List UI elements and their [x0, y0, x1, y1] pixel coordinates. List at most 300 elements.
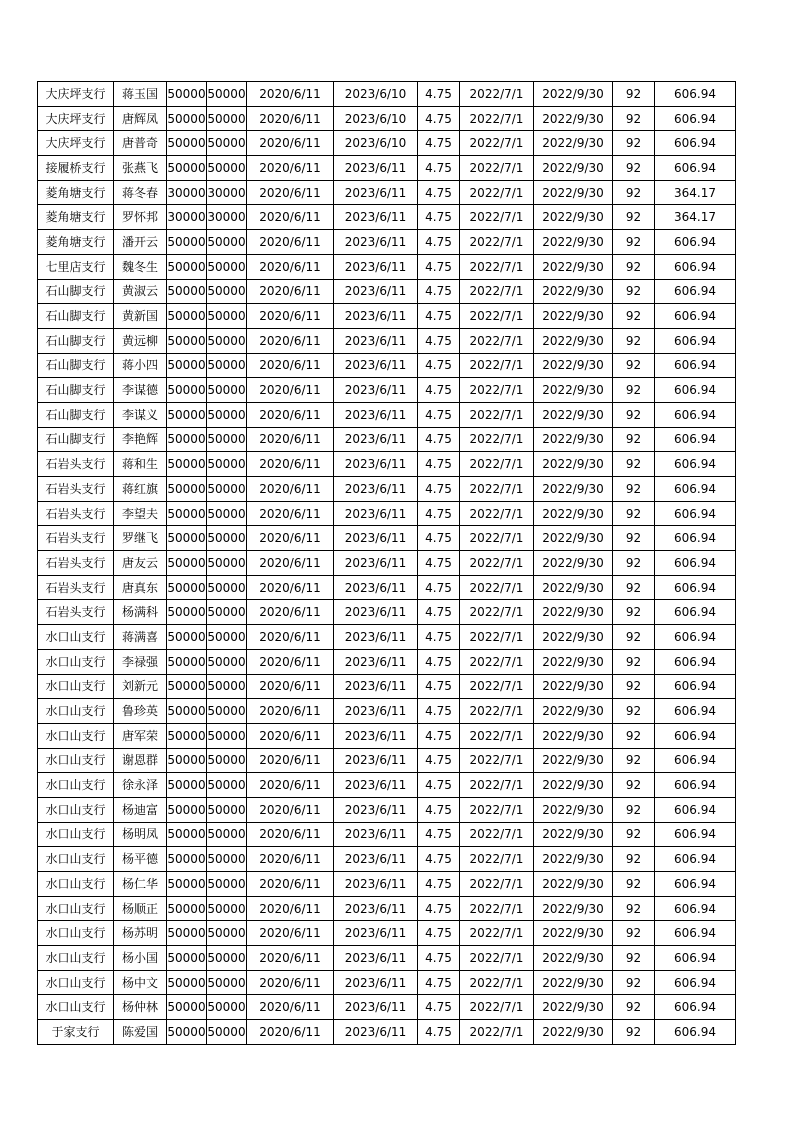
loan-amount-cell: 50000 — [167, 872, 207, 897]
loan-amount-cell: 50000 — [167, 304, 207, 329]
loan-amount-cell: 50000 — [167, 699, 207, 724]
start-date-cell: 2020/6/11 — [247, 328, 334, 353]
end-date-cell: 2023/6/11 — [334, 402, 418, 427]
start-date-cell: 2020/6/11 — [247, 402, 334, 427]
name-cell: 杨苏明 — [114, 921, 167, 946]
period-start-cell: 2022/7/1 — [460, 921, 534, 946]
name-cell: 杨迪富 — [114, 797, 167, 822]
end-date-cell: 2023/6/11 — [334, 748, 418, 773]
interest-cell: 606.94 — [655, 82, 736, 107]
period-start-cell: 2022/7/1 — [460, 946, 534, 971]
table-row — [38, 773, 736, 798]
loan-amount-cell: 50000 — [167, 156, 207, 181]
end-date-cell: 2023/6/11 — [334, 896, 418, 921]
balance-cell: 50000 — [207, 896, 247, 921]
end-date-cell: 2023/6/10 — [334, 131, 418, 156]
period-end-cell: 2022/9/30 — [534, 649, 613, 674]
table-row — [38, 723, 736, 748]
balance-cell: 50000 — [207, 847, 247, 872]
start-date-cell: 2020/6/11 — [247, 477, 334, 502]
period-start-cell: 2022/7/1 — [460, 180, 534, 205]
days-cell: 92 — [613, 896, 655, 921]
rate-cell: 4.75 — [418, 921, 460, 946]
end-date-cell: 2023/6/11 — [334, 847, 418, 872]
branch-cell: 石岩头支行 — [38, 501, 114, 526]
branch-cell: 菱角塘支行 — [38, 180, 114, 205]
name-cell: 李艳辉 — [114, 427, 167, 452]
rate-cell: 4.75 — [418, 477, 460, 502]
end-date-cell: 2023/6/11 — [334, 427, 418, 452]
period-end-cell: 2022/9/30 — [534, 773, 613, 798]
period-start-cell: 2022/7/1 — [460, 82, 534, 107]
name-cell: 李谋义 — [114, 402, 167, 427]
start-date-cell: 2020/6/11 — [247, 699, 334, 724]
period-end-cell: 2022/9/30 — [534, 551, 613, 576]
period-start-cell: 2022/7/1 — [460, 304, 534, 329]
interest-cell: 606.94 — [655, 106, 736, 131]
table-row — [38, 254, 736, 279]
start-date-cell: 2020/6/11 — [247, 378, 334, 403]
end-date-cell: 2023/6/11 — [334, 773, 418, 798]
table-row — [38, 279, 736, 304]
period-end-cell: 2022/9/30 — [534, 131, 613, 156]
table-row — [38, 378, 736, 403]
period-start-cell: 2022/7/1 — [460, 526, 534, 551]
table-row — [38, 180, 736, 205]
loan-amount-cell: 50000 — [167, 921, 207, 946]
loan-amount-cell: 50000 — [167, 131, 207, 156]
loan-amount-cell: 50000 — [167, 773, 207, 798]
rate-cell: 4.75 — [418, 82, 460, 107]
start-date-cell: 2020/6/11 — [247, 427, 334, 452]
period-start-cell: 2022/7/1 — [460, 575, 534, 600]
period-end-cell: 2022/9/30 — [534, 921, 613, 946]
interest-cell: 606.94 — [655, 995, 736, 1020]
period-start-cell: 2022/7/1 — [460, 822, 534, 847]
period-start-cell: 2022/7/1 — [460, 699, 534, 724]
period-start-cell: 2022/7/1 — [460, 748, 534, 773]
table-row — [38, 106, 736, 131]
rate-cell: 4.75 — [418, 254, 460, 279]
start-date-cell: 2020/6/11 — [247, 551, 334, 576]
table-row — [38, 970, 736, 995]
interest-cell: 606.94 — [655, 427, 736, 452]
branch-cell: 石山脚支行 — [38, 328, 114, 353]
branch-cell: 石岩头支行 — [38, 575, 114, 600]
days-cell: 92 — [613, 353, 655, 378]
interest-cell: 606.94 — [655, 847, 736, 872]
end-date-cell: 2023/6/11 — [334, 477, 418, 502]
loan-amount-cell: 50000 — [167, 501, 207, 526]
name-cell: 杨中文 — [114, 970, 167, 995]
start-date-cell: 2020/6/11 — [247, 600, 334, 625]
rate-cell: 4.75 — [418, 575, 460, 600]
end-date-cell: 2023/6/10 — [334, 82, 418, 107]
name-cell: 黄远柳 — [114, 328, 167, 353]
rate-cell: 4.75 — [418, 773, 460, 798]
name-cell: 唐军荣 — [114, 723, 167, 748]
period-start-cell: 2022/7/1 — [460, 797, 534, 822]
interest-cell: 606.94 — [655, 970, 736, 995]
loan-amount-cell: 50000 — [167, 254, 207, 279]
rate-cell: 4.75 — [418, 1020, 460, 1045]
table-row — [38, 205, 736, 230]
branch-cell: 大庆坪支行 — [38, 131, 114, 156]
period-end-cell: 2022/9/30 — [534, 748, 613, 773]
period-start-cell: 2022/7/1 — [460, 1020, 534, 1045]
interest-cell: 606.94 — [655, 921, 736, 946]
start-date-cell: 2020/6/11 — [247, 797, 334, 822]
name-cell: 张燕飞 — [114, 156, 167, 181]
start-date-cell: 2020/6/11 — [247, 847, 334, 872]
name-cell: 李禄强 — [114, 649, 167, 674]
table-row — [38, 946, 736, 971]
end-date-cell: 2023/6/11 — [334, 797, 418, 822]
name-cell: 唐普奇 — [114, 131, 167, 156]
end-date-cell: 2023/6/11 — [334, 353, 418, 378]
period-start-cell: 2022/7/1 — [460, 205, 534, 230]
table-row — [38, 625, 736, 650]
end-date-cell: 2023/6/11 — [334, 526, 418, 551]
table-body — [38, 82, 736, 1045]
rate-cell: 4.75 — [418, 625, 460, 650]
loan-amount-cell: 50000 — [167, 452, 207, 477]
table-row — [38, 797, 736, 822]
loan-amount-cell: 50000 — [167, 427, 207, 452]
branch-cell: 石山脚支行 — [38, 402, 114, 427]
branch-cell: 大庆坪支行 — [38, 106, 114, 131]
end-date-cell: 2023/6/11 — [334, 822, 418, 847]
name-cell: 杨仁华 — [114, 872, 167, 897]
loan-amount-cell: 50000 — [167, 822, 207, 847]
interest-cell: 606.94 — [655, 353, 736, 378]
period-start-cell: 2022/7/1 — [460, 131, 534, 156]
end-date-cell: 2023/6/11 — [334, 156, 418, 181]
balance-cell: 50000 — [207, 551, 247, 576]
days-cell: 92 — [613, 773, 655, 798]
interest-cell: 606.94 — [655, 773, 736, 798]
start-date-cell: 2020/6/11 — [247, 131, 334, 156]
rate-cell: 4.75 — [418, 946, 460, 971]
rate-cell: 4.75 — [418, 674, 460, 699]
branch-cell: 石岩头支行 — [38, 477, 114, 502]
start-date-cell: 2020/6/11 — [247, 205, 334, 230]
days-cell: 92 — [613, 328, 655, 353]
table-row — [38, 748, 736, 773]
balance-cell: 50000 — [207, 131, 247, 156]
days-cell: 92 — [613, 822, 655, 847]
end-date-cell: 2023/6/11 — [334, 378, 418, 403]
balance-cell: 50000 — [207, 279, 247, 304]
interest-cell: 606.94 — [655, 896, 736, 921]
period-start-cell: 2022/7/1 — [460, 649, 534, 674]
table-row — [38, 847, 736, 872]
name-cell: 罗继飞 — [114, 526, 167, 551]
rate-cell: 4.75 — [418, 551, 460, 576]
table-row — [38, 1020, 736, 1045]
end-date-cell: 2023/6/11 — [334, 921, 418, 946]
interest-cell: 606.94 — [655, 156, 736, 181]
days-cell: 92 — [613, 82, 655, 107]
period-end-cell: 2022/9/30 — [534, 279, 613, 304]
start-date-cell: 2020/6/11 — [247, 723, 334, 748]
loan-amount-cell: 50000 — [167, 847, 207, 872]
rate-cell: 4.75 — [418, 304, 460, 329]
table-row — [38, 230, 736, 255]
end-date-cell: 2023/6/11 — [334, 970, 418, 995]
end-date-cell: 2023/6/11 — [334, 304, 418, 329]
interest-cell: 606.94 — [655, 279, 736, 304]
period-end-cell: 2022/9/30 — [534, 970, 613, 995]
period-start-cell: 2022/7/1 — [460, 230, 534, 255]
start-date-cell: 2020/6/11 — [247, 773, 334, 798]
balance-cell: 50000 — [207, 625, 247, 650]
rate-cell: 4.75 — [418, 501, 460, 526]
start-date-cell: 2020/6/11 — [247, 230, 334, 255]
branch-cell: 水口山支行 — [38, 699, 114, 724]
rate-cell: 4.75 — [418, 970, 460, 995]
name-cell: 魏冬生 — [114, 254, 167, 279]
start-date-cell: 2020/6/11 — [247, 649, 334, 674]
balance-cell: 50000 — [207, 872, 247, 897]
period-end-cell: 2022/9/30 — [534, 995, 613, 1020]
table-row — [38, 328, 736, 353]
rate-cell: 4.75 — [418, 723, 460, 748]
rate-cell: 4.75 — [418, 452, 460, 477]
balance-cell: 50000 — [207, 402, 247, 427]
period-start-cell: 2022/7/1 — [460, 501, 534, 526]
rate-cell: 4.75 — [418, 106, 460, 131]
rate-cell: 4.75 — [418, 328, 460, 353]
loan-amount-cell: 50000 — [167, 551, 207, 576]
end-date-cell: 2023/6/11 — [334, 649, 418, 674]
days-cell: 92 — [613, 575, 655, 600]
days-cell: 92 — [613, 427, 655, 452]
interest-cell: 606.94 — [655, 402, 736, 427]
balance-cell: 50000 — [207, 723, 247, 748]
end-date-cell: 2023/6/11 — [334, 452, 418, 477]
interest-cell: 606.94 — [655, 625, 736, 650]
days-cell: 92 — [613, 378, 655, 403]
table-row — [38, 600, 736, 625]
start-date-cell: 2020/6/11 — [247, 995, 334, 1020]
table-row — [38, 699, 736, 724]
period-start-cell: 2022/7/1 — [460, 402, 534, 427]
branch-cell: 菱角塘支行 — [38, 230, 114, 255]
days-cell: 92 — [613, 304, 655, 329]
end-date-cell: 2023/6/10 — [334, 106, 418, 131]
branch-cell: 于家支行 — [38, 1020, 114, 1045]
days-cell: 92 — [613, 452, 655, 477]
period-end-cell: 2022/9/30 — [534, 822, 613, 847]
name-cell: 蒋小四 — [114, 353, 167, 378]
loan-amount-cell: 50000 — [167, 353, 207, 378]
loan-amount-cell: 50000 — [167, 378, 207, 403]
branch-cell: 水口山支行 — [38, 674, 114, 699]
end-date-cell: 2023/6/11 — [334, 699, 418, 724]
table-row — [38, 575, 736, 600]
table-row — [38, 452, 736, 477]
branch-cell: 石岩头支行 — [38, 600, 114, 625]
table-row — [38, 649, 736, 674]
name-cell: 蒋满喜 — [114, 625, 167, 650]
days-cell: 92 — [613, 477, 655, 502]
balance-cell: 50000 — [207, 649, 247, 674]
name-cell: 蒋红旗 — [114, 477, 167, 502]
branch-cell: 水口山支行 — [38, 995, 114, 1020]
name-cell: 谢恩群 — [114, 748, 167, 773]
balance-cell: 50000 — [207, 773, 247, 798]
loan-amount-cell: 50000 — [167, 477, 207, 502]
start-date-cell: 2020/6/11 — [247, 921, 334, 946]
interest-cell: 606.94 — [655, 575, 736, 600]
name-cell: 李谋德 — [114, 378, 167, 403]
table-row — [38, 896, 736, 921]
days-cell: 92 — [613, 946, 655, 971]
table-row — [38, 353, 736, 378]
balance-cell: 50000 — [207, 427, 247, 452]
start-date-cell: 2020/6/11 — [247, 106, 334, 131]
end-date-cell: 2023/6/11 — [334, 625, 418, 650]
balance-cell: 50000 — [207, 230, 247, 255]
period-end-cell: 2022/9/30 — [534, 156, 613, 181]
days-cell: 92 — [613, 847, 655, 872]
interest-cell: 606.94 — [655, 477, 736, 502]
rate-cell: 4.75 — [418, 205, 460, 230]
end-date-cell: 2023/6/11 — [334, 230, 418, 255]
name-cell: 唐友云 — [114, 551, 167, 576]
start-date-cell: 2020/6/11 — [247, 156, 334, 181]
days-cell: 92 — [613, 797, 655, 822]
start-date-cell: 2020/6/11 — [247, 970, 334, 995]
balance-cell: 50000 — [207, 378, 247, 403]
start-date-cell: 2020/6/11 — [247, 279, 334, 304]
name-cell: 蒋冬春 — [114, 180, 167, 205]
branch-cell: 水口山支行 — [38, 723, 114, 748]
period-end-cell: 2022/9/30 — [534, 304, 613, 329]
start-date-cell: 2020/6/11 — [247, 822, 334, 847]
period-start-cell: 2022/7/1 — [460, 896, 534, 921]
interest-cell: 606.94 — [655, 452, 736, 477]
period-start-cell: 2022/7/1 — [460, 427, 534, 452]
name-cell: 陈爱国 — [114, 1020, 167, 1045]
balance-cell: 50000 — [207, 797, 247, 822]
end-date-cell: 2023/6/11 — [334, 872, 418, 897]
period-start-cell: 2022/7/1 — [460, 674, 534, 699]
end-date-cell: 2023/6/11 — [334, 946, 418, 971]
table-row — [38, 304, 736, 329]
end-date-cell: 2023/6/11 — [334, 180, 418, 205]
interest-cell: 606.94 — [655, 748, 736, 773]
branch-cell: 水口山支行 — [38, 822, 114, 847]
rate-cell: 4.75 — [418, 353, 460, 378]
days-cell: 92 — [613, 600, 655, 625]
loan-amount-cell: 50000 — [167, 526, 207, 551]
days-cell: 92 — [613, 402, 655, 427]
end-date-cell: 2023/6/11 — [334, 551, 418, 576]
start-date-cell: 2020/6/11 — [247, 1020, 334, 1045]
table-row — [38, 427, 736, 452]
table-row — [38, 156, 736, 181]
days-cell: 92 — [613, 674, 655, 699]
interest-cell: 606.94 — [655, 378, 736, 403]
period-start-cell: 2022/7/1 — [460, 723, 534, 748]
balance-cell: 50000 — [207, 674, 247, 699]
days-cell: 92 — [613, 995, 655, 1020]
name-cell: 杨小国 — [114, 946, 167, 971]
loan-amount-cell: 50000 — [167, 723, 207, 748]
rate-cell: 4.75 — [418, 995, 460, 1020]
branch-cell: 石岩头支行 — [38, 551, 114, 576]
interest-cell: 606.94 — [655, 501, 736, 526]
period-end-cell: 2022/9/30 — [534, 106, 613, 131]
name-cell: 李望夫 — [114, 501, 167, 526]
start-date-cell: 2020/6/11 — [247, 748, 334, 773]
days-cell: 92 — [613, 254, 655, 279]
loan-amount-cell: 30000 — [167, 180, 207, 205]
period-end-cell: 2022/9/30 — [534, 180, 613, 205]
name-cell: 鲁珍英 — [114, 699, 167, 724]
interest-cell: 606.94 — [655, 254, 736, 279]
branch-cell: 水口山支行 — [38, 649, 114, 674]
start-date-cell: 2020/6/11 — [247, 872, 334, 897]
period-end-cell: 2022/9/30 — [534, 353, 613, 378]
end-date-cell: 2023/6/11 — [334, 254, 418, 279]
loan-amount-cell: 50000 — [167, 328, 207, 353]
start-date-cell: 2020/6/11 — [247, 526, 334, 551]
balance-cell: 50000 — [207, 822, 247, 847]
branch-cell: 石山脚支行 — [38, 378, 114, 403]
loan-amount-cell: 50000 — [167, 279, 207, 304]
table-row — [38, 82, 736, 107]
name-cell: 唐辉凤 — [114, 106, 167, 131]
balance-cell: 50000 — [207, 477, 247, 502]
period-start-cell: 2022/7/1 — [460, 995, 534, 1020]
end-date-cell: 2023/6/11 — [334, 1020, 418, 1045]
period-end-cell: 2022/9/30 — [534, 699, 613, 724]
loan-amount-cell: 50000 — [167, 946, 207, 971]
start-date-cell: 2020/6/11 — [247, 896, 334, 921]
branch-cell: 石山脚支行 — [38, 279, 114, 304]
name-cell: 蒋玉国 — [114, 82, 167, 107]
loan-amount-cell: 50000 — [167, 970, 207, 995]
loan-amount-cell: 50000 — [167, 797, 207, 822]
period-end-cell: 2022/9/30 — [534, 575, 613, 600]
branch-cell: 石山脚支行 — [38, 427, 114, 452]
rate-cell: 4.75 — [418, 872, 460, 897]
start-date-cell: 2020/6/11 — [247, 501, 334, 526]
name-cell: 刘新元 — [114, 674, 167, 699]
period-start-cell: 2022/7/1 — [460, 847, 534, 872]
interest-cell: 606.94 — [655, 328, 736, 353]
days-cell: 92 — [613, 625, 655, 650]
days-cell: 92 — [613, 748, 655, 773]
branch-cell: 水口山支行 — [38, 921, 114, 946]
days-cell: 92 — [613, 279, 655, 304]
branch-cell: 大庆坪支行 — [38, 82, 114, 107]
loan-amount-cell: 50000 — [167, 106, 207, 131]
days-cell: 92 — [613, 699, 655, 724]
days-cell: 92 — [613, 230, 655, 255]
period-end-cell: 2022/9/30 — [534, 501, 613, 526]
balance-cell: 50000 — [207, 82, 247, 107]
end-date-cell: 2023/6/11 — [334, 995, 418, 1020]
days-cell: 92 — [613, 106, 655, 131]
period-start-cell: 2022/7/1 — [460, 328, 534, 353]
end-date-cell: 2023/6/11 — [334, 600, 418, 625]
days-cell: 92 — [613, 205, 655, 230]
balance-cell: 50000 — [207, 452, 247, 477]
